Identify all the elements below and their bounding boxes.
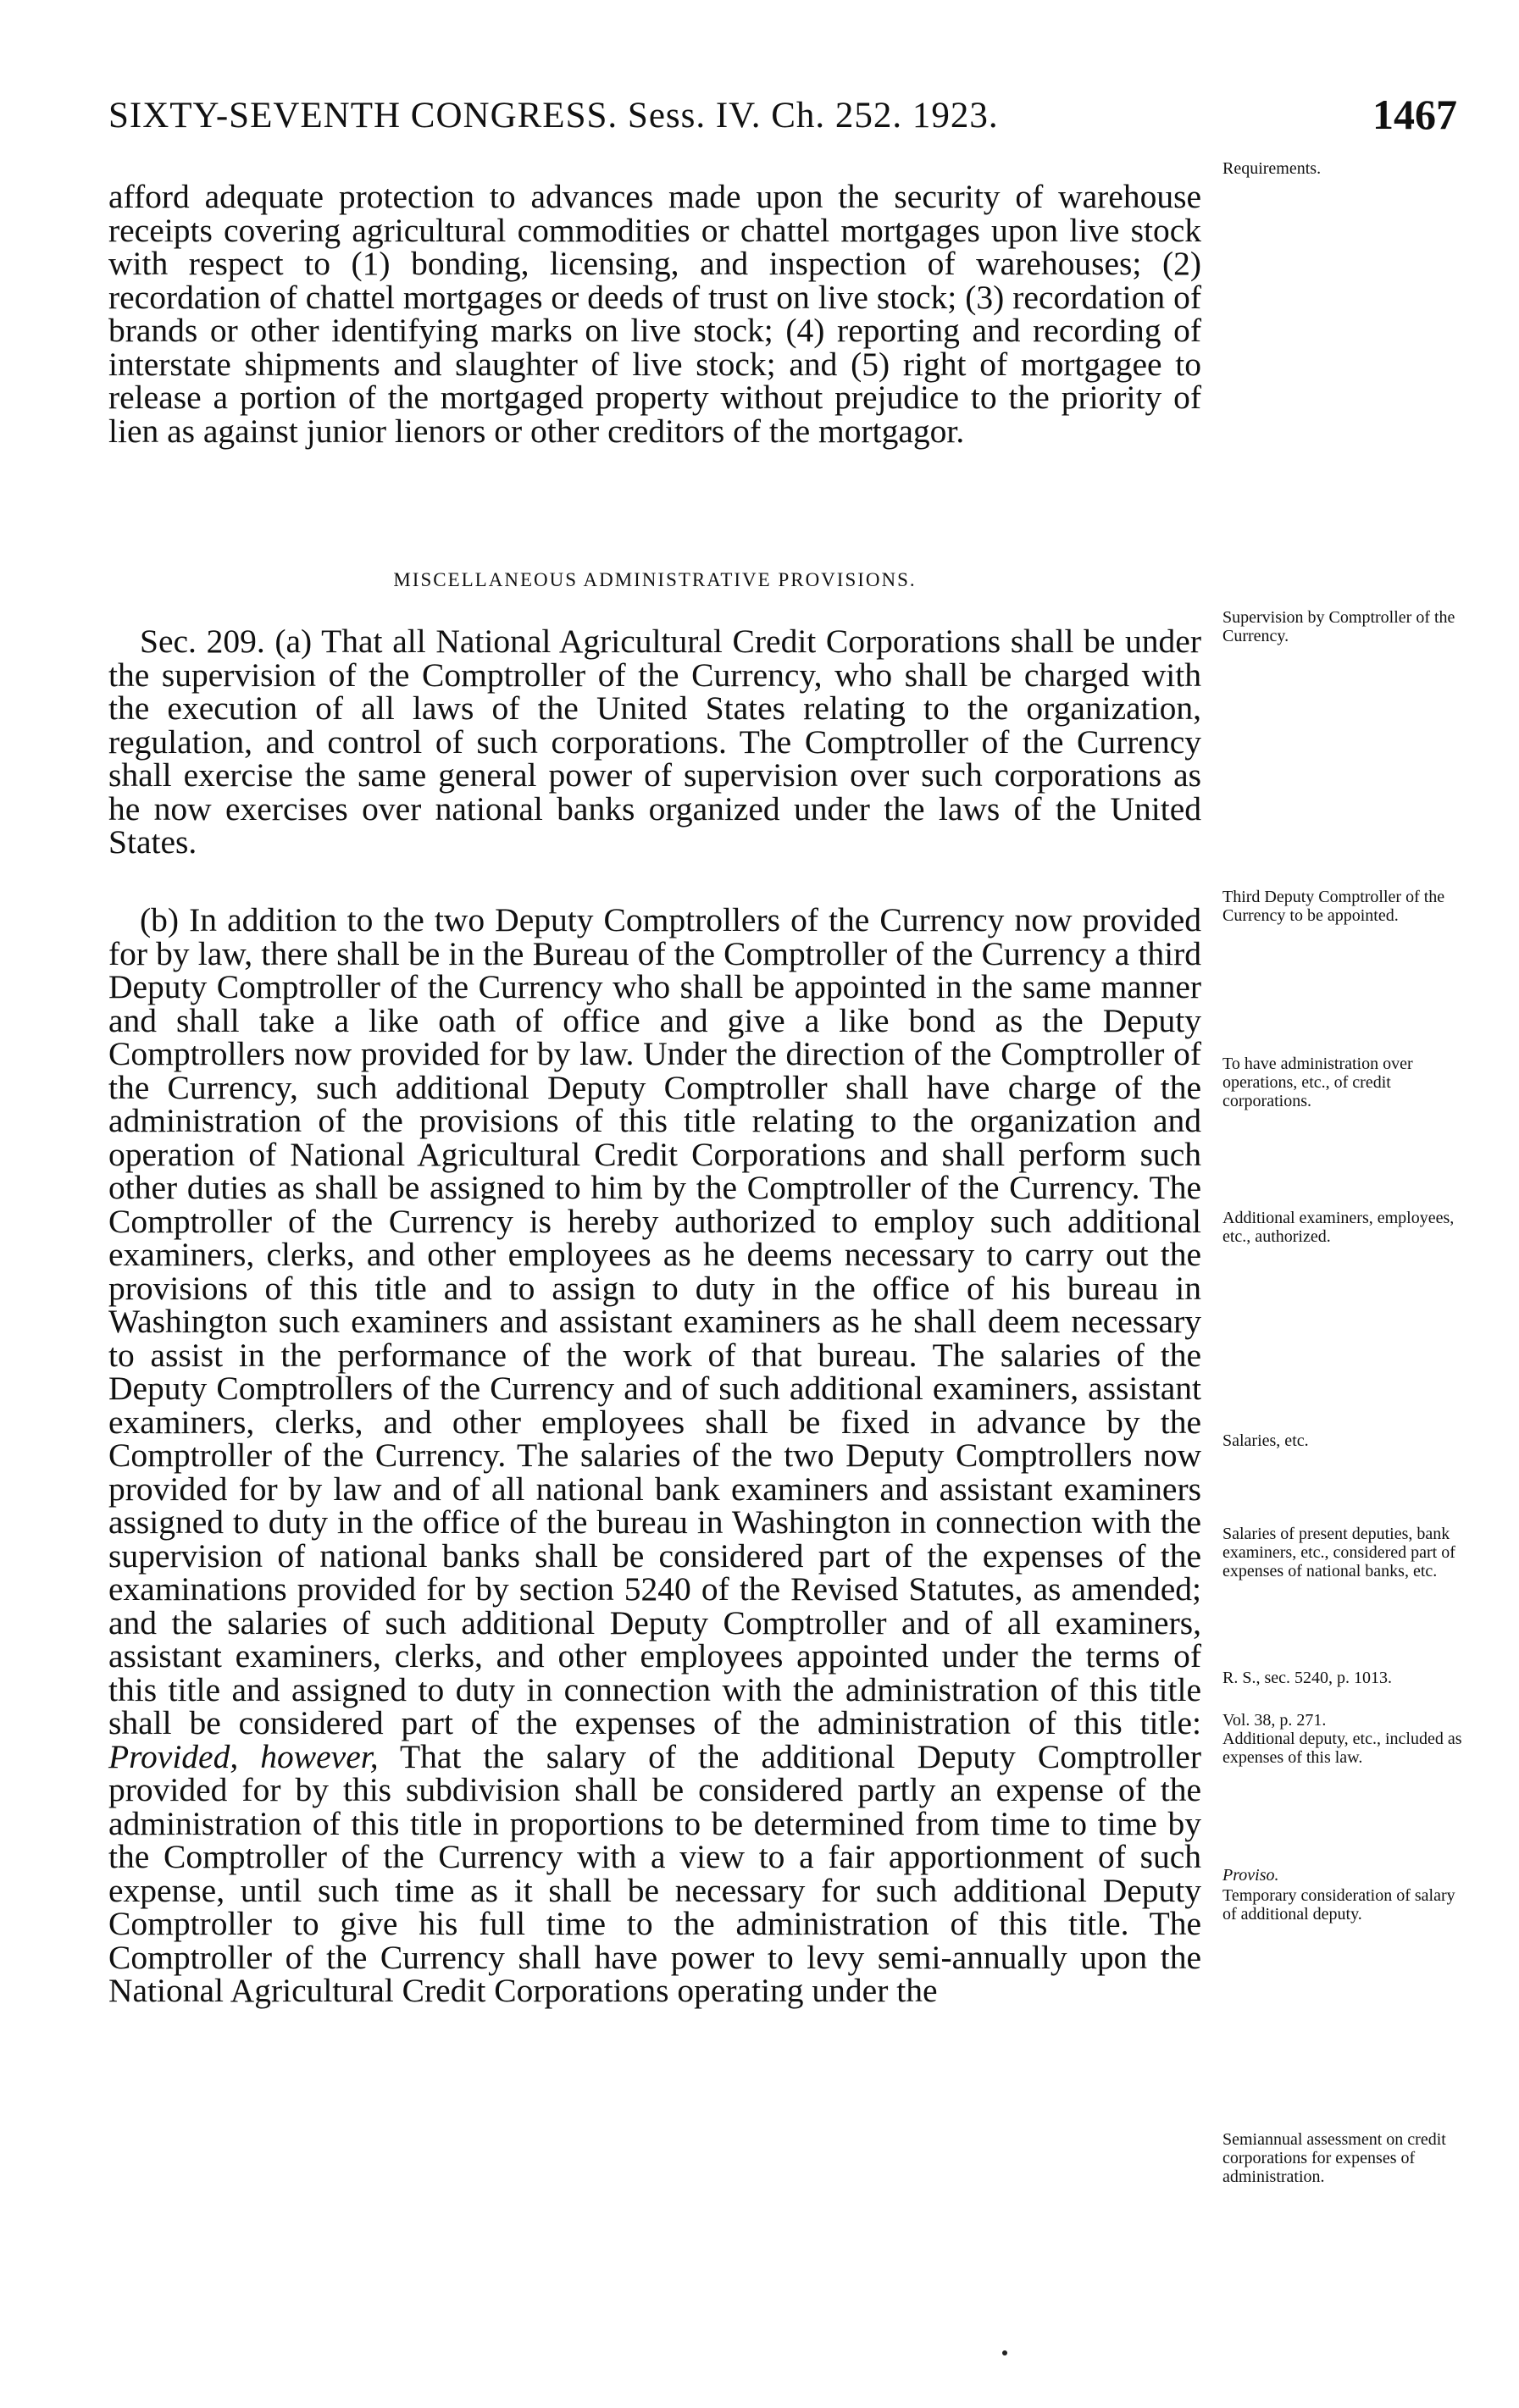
margin-note-proviso-label <box>1222 1866 1468 1885</box>
margin-note-third-deputy: Third Deputy Comptroller of the Currency to be appointed. <box>1222 888 1445 925</box>
margin-note-additional-deputy: Additional deputy, etc., included as expenses of this law. <box>1222 1730 1462 1767</box>
margin-note-semiannual: Semiannual assessment on credit corporations for expenses of administration. <box>1222 2130 1446 2186</box>
margin-note-requirements: Requirements. <box>1222 159 1322 178</box>
page-number: 1467 <box>1372 91 1457 138</box>
section-209a-paragraph: Sec. 209. (a) That all National Agricultural Credit Corporations shall be under the supervision of the Comptroller of the Currency, who shall be charged with the execution of all laws of the United States relating to the organization, regulation, and control of such corporations. The Comptroller of the Currency shall exercise the same general power of supervision over such corporations as he now exercises over national banks organized under the laws of the United States. <box>108 623 1201 861</box>
running-head: SIXTY-SEVENTH CONGRESS. Sess. IV. Ch. 252. 1923. <box>108 96 999 136</box>
margin-note-temporary: Temporary consideration of salary of additional deputy. <box>1222 1886 1455 1924</box>
continuation-paragraph: afford adequate protection to advances made upon the security of warehouse receipts covering agricultural commodities or chattel mortgages upon live stock with respect to (1) bonding, licensing, and inspection of warehouses; (2) recordation of chattel mortgages or deeds of trust on live stock; (3) recordation of brands or other identifying marks on live stock; (4) reporting and recording of interstate shipments and slaughter of live stock; and (5) right of mortgagee to release a portion of the mortgaged property without prejudice to the priority of lien as against junior lienors or other creditors of the mortgagor. <box>108 178 1201 450</box>
margin-note-additional-examiners: Additional examiners, employees, etc., authorized. <box>1222 1209 1455 1246</box>
proviso-word: Provided, however, <box>108 1737 379 1775</box>
proviso-label: Proviso. <box>1222 1866 1279 1885</box>
margin-note-present-deputies: Salaries of present deputies, bank examiners, etc., considered part of expenses of national banks, etc. <box>1222 1525 1455 1580</box>
margin-note-administration: To have administration over operations, etc., of credit corporations. <box>1222 1055 1413 1110</box>
margin-note-rs-citation: R. S., sec. 5240, p. 1013. <box>1222 1669 1392 1687</box>
print-speck <box>1002 2350 1007 2355</box>
section-209b-paragraph <box>108 901 1201 2009</box>
margin-note-supervision: Supervision by Comptroller of the Currency. <box>1222 608 1455 645</box>
section-209b-proviso-text: That the salary of the additional Deputy Comptroller provided for by this subdivision shall be considered partly an expense of the administration of this title in proportions to be determined from time to time by the Comptroller of the Currency with a view to a fair apportionment of such expense, until such time as it shall be necessary for such additional Deputy Comptroller to give his full time to the administration of this title. The Comptroller of the Currency shall have power to levy semi-annually upon the National Agricultural Credit Corporations operating under the <box>108 1737 1201 2009</box>
page-header <box>108 91 1464 146</box>
margin-note-vol-citation: Vol. 38, p. 271. <box>1222 1711 1327 1730</box>
section-209b-text: (b) In addition to the two Deputy Comptrollers of the Currency now provided for by law, there shall be in the Bureau of the Comptroller of the Currency a third Deputy Comptroller of the Currency who shall be appointed in the same manner and shall take a like oath of office and give a like bond as the Deputy Comptrollers now provided for by law. Under the direction of the Comptroller of the Currency, such additional Deputy Comptroller shall have charge of the administration of the provisions of this title relating to the organization and operation of National Agricultural Credit Corporations and shall perform such other duties as shall be assigned to him by the Comptroller of the Currency. The Comptroller of the Currency is hereby authorized to employ such additional examiners, clerks, and other employees as he deems necessary to carry out the provisions of this title and to assign to duty in the office of his bureau in Washington such examiners and assistant examiners as he shall deem necessary to assist in the performance of the work of that bureau. The salaries of the Deputy Comptrollers of the Currency and of such additional examiners, assistant examiners, clerks, and other employees shall be fixed in advance by the Comptroller of the Currency. The salaries of the two Deputy Comptrollers now provided for by law and of all national bank examiners and assistant examiners assigned to duty in the office of the bureau in Washington in connection with the supervision of national banks shall be considered part of the expenses of the examinations provided for by section 5240 of the Revised Statutes, as amended; and the salaries of such additional Deputy Comptroller and of all examiners, assistant examiners, clerks, and other employees appointed under the terms of this title and assigned to duty in connection with the administration of this title shall be considered part of the expenses of the administration of this title: <box>108 901 1201 1741</box>
section-heading: MISCELLANEOUS ADMINISTRATIVE PROVISIONS. <box>393 569 917 590</box>
margin-note-salaries: Salaries, etc. <box>1222 1431 1309 1450</box>
